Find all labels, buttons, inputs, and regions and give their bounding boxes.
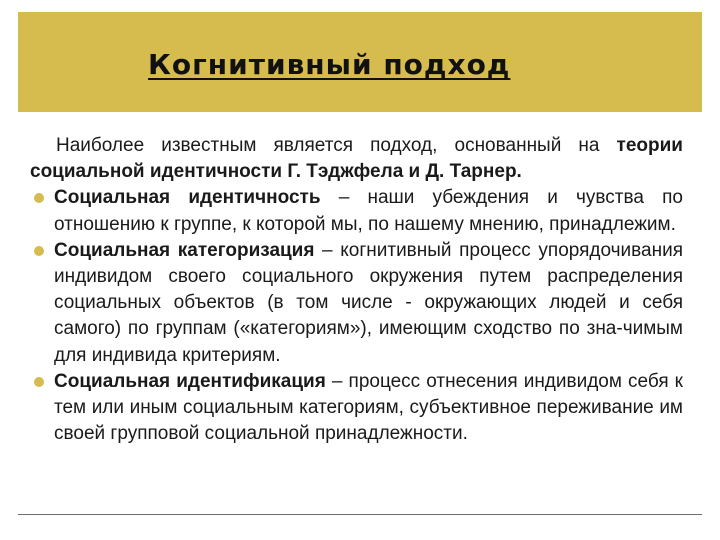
- intro-paragraph: [30, 133, 683, 185]
- bullet-item-social-identity: [30, 185, 683, 237]
- bullet-text: – наши убеждения и чувства по отношению к группе, к которой мы, по нашему мнению, принадлежим.: [54, 187, 683, 235]
- bullet-term: Социальная категоризация: [54, 239, 315, 261]
- bullet-dot-icon: [34, 377, 44, 387]
- bullet-dot-icon: [34, 193, 44, 203]
- bullet-item-social-categorization: [30, 238, 683, 369]
- bullet-term: Социальная идентичность: [54, 187, 321, 209]
- slide-body: [30, 133, 683, 447]
- intro-text: Наиболее известным является подход, основанный на: [56, 135, 617, 156]
- bottom-divider: [18, 514, 702, 515]
- bullet-text: – когнитивный процесс упорядочивания индивидом своего социального окружения путем распределения социальных объектов (в том числе - окружающих людей и себя самого) по группам («категориям»), имеющим сходство по зна-чимым для индивида критериям.: [54, 239, 683, 366]
- bullet-item-social-identification: [30, 369, 683, 448]
- bullet-text: – процесс отнесения индивидом себя к тем или иным социальным категориям, субъективное переживание им своей групповой социальной принадлежности.: [54, 370, 683, 445]
- bullet-dot-icon: [34, 246, 44, 256]
- slide-title: Когнитивный подход: [148, 48, 511, 81]
- bullet-term: Социальная идентификация: [54, 370, 326, 392]
- intro-bold-text: теории социальной идентичности Г. Тэджфела и Д. Тарнер.: [30, 135, 683, 183]
- bullet-list: [30, 185, 683, 447]
